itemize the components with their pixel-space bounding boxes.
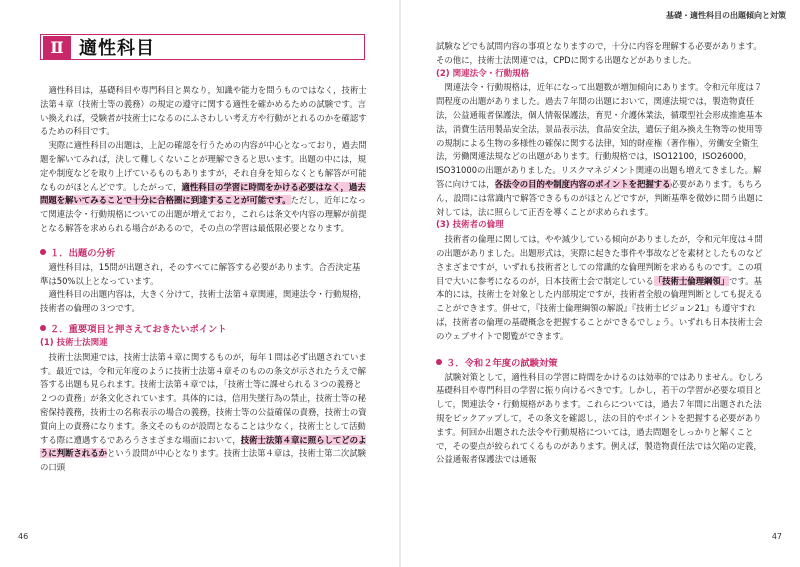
- intro-paragraph-1: 適性科目は，基礎科目や専門科目と異なり，知識や能力を問うものではなく，技術士法第４章（技術士等の義務）の規定の遵守に関する適性を確かめるための試験です。言い換えれば，受験者が技術士になるのにふさわしい考え方や行動がとれるのかを確認するための科目です。: [40, 85, 367, 137]
- chapter-number: Ⅱ: [43, 36, 71, 59]
- page-number-right: 47: [771, 532, 782, 541]
- highlight-text: 各法令の目的や制度内容のポイントを把握する: [494, 178, 671, 189]
- right-body: [436, 40, 766, 467]
- subsection-2-paragraph: 関連法令・行動規格は，近年になって出題数が増加傾向にあります。令和元年度は７問程度の出題がありました。過去７年間の出題において，関連法規では，製造物責任法，公益通報者保護法，個人情報保護法，育児・介護休業法，循環型社会形成推進基本法，消費生活用製品安全法，景品表示法，食品安全法，遺伝子組み換え生物等の使用等の規制による生物の多様性の確保に関する法律，知的財産権（著作権），労働安全衛生法，労働関連法規などの出題があります。行動規格では，ISO12100，ISO26000，ISO31000の出題がありました。リスクマネジメント関連の出題も増えてきました。解答に向けては，各法令の目的や制度内容のポイントを把握する必要があります。もちろん，設問には常識内で解答できるものがほとんどですが，判断基準を微妙に問う出題に対しては，法に照らして正否を導くことが求められます。: [436, 82, 764, 217]
- subsection-2-heading: (2) 関連法令・行動規格: [436, 68, 530, 79]
- chapter-heading: [40, 34, 365, 60]
- highlight-text: 「技術士倫理綱領」: [653, 275, 730, 286]
- section-1-paragraph-1: 適性科目は，15問が出題され，そのすべてに解答する必要があります。合否決定基準は50%以上となっています。: [40, 261, 361, 286]
- section-3-heading: ３．令和２年度の試験対策: [436, 356, 766, 371]
- section-1-heading: １．出題の分析: [40, 246, 368, 261]
- right-page: [400, 0, 800, 567]
- running-header: 基礎・適性科目の出題傾向と対策: [666, 11, 786, 20]
- subsection-3-paragraph: 技術者の倫理に関しては，やや減少している傾向がありましたが，令和元年度は４問の出題がありました。出題形式は，実際に起きた事件や事故などを素材としたものなどさまざまですが，いずれも技術者としての常識的な倫理判断を求めるものです。この項目で大いに参考になるのが，日本技術士会で制定している「技術士倫理綱領」です。基本的には，技術士を対象とした内部規定ですが，技術者全般の倫理判断としても捉えることができます。併せて，『技術士倫理綱領の解説』『技術士ビジョン21』も遵守すれば，技術者の倫理の基礎概念を把握することができるでしょう。いずれも日本技術士会のウェブサイトで閲覧ができます。: [436, 234, 763, 341]
- subsection-1-heading: (1) 技術士法関連: [40, 337, 108, 348]
- bullet-dot-icon: [436, 359, 442, 365]
- section-1-paragraph-2: 適性科目の出題内容は，大きく分けて，技術士法第４章関連，関連法令・行動規格，技術者の倫理の３つです。: [40, 289, 367, 314]
- chapter-title: 適性科目: [79, 38, 155, 59]
- page-number-left: 46: [18, 532, 29, 541]
- bullet-dot-icon: [40, 249, 46, 255]
- highlight-text: 技術士法第４章に照らしてどのように判断されるか: [40, 434, 367, 459]
- section-2-heading: ２．重要項目と押さえておきたいポイント: [40, 322, 368, 337]
- continued-paragraph: 試験などでも試問内容の事項となりますので，十分に内容を理解する必要があります。その他に，技術士法関連では，CPDに関する出題などがありました。: [436, 41, 762, 65]
- highlight-text: 適性科目の学習に時間をかける必要はなく，過去問題を解いてみることで十分に合格圏に到達することが可能です。: [40, 181, 366, 206]
- section-3-paragraph: 試験対策として，適性科目の学習に時間をかけるのは効率的ではありません。むしろ基礎科目や専門科目の学習に振り向けるべきです。しかし，若干の学習が必要な項目として，関連法令・行動規格があります。これらについては，過去７年間に出題された法規をピックアップして，その条文を確認し，法の目的やポイントを把握する必要があります。何回か出題された法令や行動規格については，過去問題をしっかりと解くことで，その要点が絞られてくるものがあります。例えば，製造物責任法では欠陥の定義，公益通報者保護法では通報: [436, 371, 764, 465]
- subsection-3-heading: (3) 技術者の倫理: [436, 220, 504, 231]
- bullet-dot-icon: [40, 325, 46, 331]
- left-body: [40, 84, 368, 475]
- intro-paragraph-2: 実際に適性科目の出題は，上記の確認を行うための内容が中心となっており，過去問題を解いてみれば，決して難しくないことが理解できると思います。出題の中には，規定や制度などを取り上げているものもありますが，それ自身を知らなくとも解答が可能なものがほとんどです。したがって，適性科目の学習に時間をかける必要はなく，過去問題を解いてみることで十分に合格圏に到達することが可能です。ただし，近年になって関連法令・行動規格についての出題が増えており，これらは条文や内容の理解が前提となる解答を求められる場合があるので，その点の学習は最低限必要となります。: [40, 140, 367, 233]
- subsection-1-paragraph: 技術士法関連では，技術士法第４章に関するものが，毎年１問は必ず出題されています。最近では，令和元年度のように技術士法第４章そのものの条文が示されたうえで解答する出題も見られます。技術士法第４章では，「技術士等に課せられる３つの義務と２つの責務」が条文化されています。具体的には，信用失墜行為の禁止，技術士等の秘密保持義務，技術士の名称表示の場合の義務，技術士等の公益確保の責務，技術士の資質向上の責務になります。条文そのものが設問となることは少なく，技術士として活動する際に遭遇するであろうさまざまな場面において，技術士法第４章に照らしてどのように判断されるかという設問が中心となります。技術士法第４章は，技術士第二次試験の口頭: [40, 351, 367, 473]
